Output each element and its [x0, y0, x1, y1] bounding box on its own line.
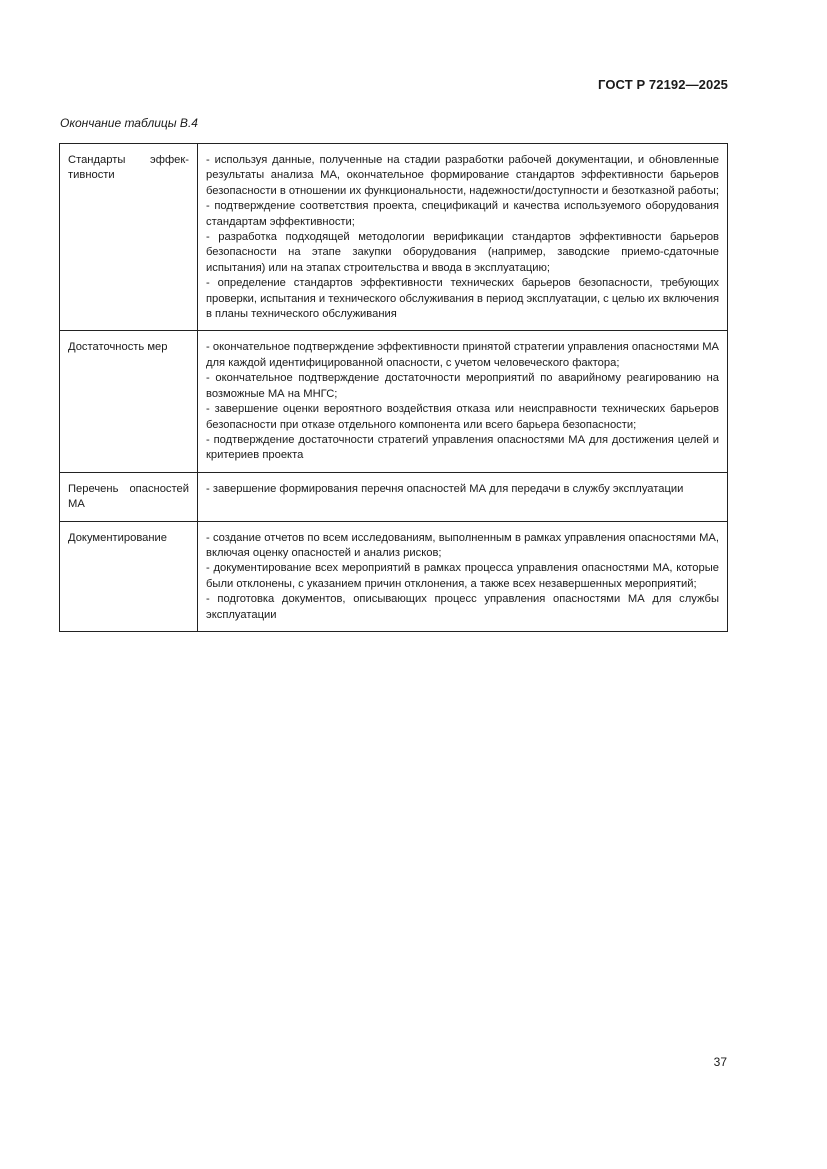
row-name: Документирование	[68, 531, 168, 544]
requirements-table	[59, 143, 728, 632]
description-item: - подтверждение достаточности стратегий управления опасностями МА для достижения целей и критериев проекта	[206, 433, 719, 462]
description-item: - используя данные, полученные на стадии разработки рабочей документации, и обновленные результаты анализа МА, окончательное формирование стандартов эффективности барьеров безопасности в отношении их функциональности, надежности/доступности и безотказной работы;	[206, 154, 719, 197]
row-name-cell	[60, 331, 198, 472]
row-description-cell	[198, 331, 728, 472]
description-item: - определение стандартов эффективности технических барьеров безопасности, требующих проверки, испытания и технического обслуживания в период эксплуатации, с целью их включения в планы технического обслуживания	[206, 277, 719, 321]
row-name-cell	[60, 521, 198, 631]
table-row	[60, 472, 728, 521]
row-name: Стандарты эффек-тивности	[68, 154, 189, 182]
page-number: 37	[713, 1055, 727, 1069]
table-row	[60, 521, 728, 631]
table-row	[60, 144, 728, 331]
table-row	[60, 331, 728, 472]
row-name-cell	[60, 472, 198, 521]
description-item: - документирование всех мероприятий в рамках процесса управления опасностями МА, которые были отклонены, с указанием причин отклонения, а также всех незавершенных мероприятий;	[206, 562, 719, 590]
description-item: - подготовка документов, описывающих процесс управления опасностями МА для службы эксплуатации	[206, 593, 719, 621]
row-description-cell	[198, 144, 728, 331]
row-description-cell	[198, 521, 728, 631]
row-description-cell	[198, 472, 728, 521]
description-item: - окончательное подтверждение эффективности принятой стратегии управления опасностями МА для каждой идентифицированной опасности, с учетом человеческого фактора;	[206, 341, 719, 369]
table-caption: Окончание таблицы В.4	[60, 116, 198, 130]
description-item: - завершение оценки вероятного воздействия отказа или неисправности технических барьеров безопасности при отказе отдельного компонента или всего барьера безопасности;	[206, 403, 719, 431]
description-item: - создание отчетов по всем исследованиям, выполненным в рамках управления опасностями МА, включая оценку опасностей и анализ рисков;	[206, 531, 719, 559]
row-name-cell	[60, 144, 198, 331]
row-name: Перечень опасностей МА	[68, 482, 189, 511]
description-item: - разработка подходящей методологии верификации стандартов эффективности барьеров безопасности на этапе закупки оборудования (например, заводские приемо-сдаточные испытания) или на этапах строительства и ввода в эксплуатацию;	[206, 231, 719, 274]
row-name: Достаточность мер	[68, 341, 168, 354]
description-item: - завершение формирования перечня опасностей МА для передачи в службу эксплуатации	[206, 482, 684, 495]
document-code: ГОСТ Р 72192—2025	[598, 77, 728, 92]
description-item: - окончательное подтверждение достаточности мероприятий по аварийному реагированию на возможные МА на МНГС;	[206, 372, 719, 400]
description-item: - подтверждение соответствия проекта, спецификаций и качества используемого оборудования стандартам эффективности;	[206, 200, 719, 228]
